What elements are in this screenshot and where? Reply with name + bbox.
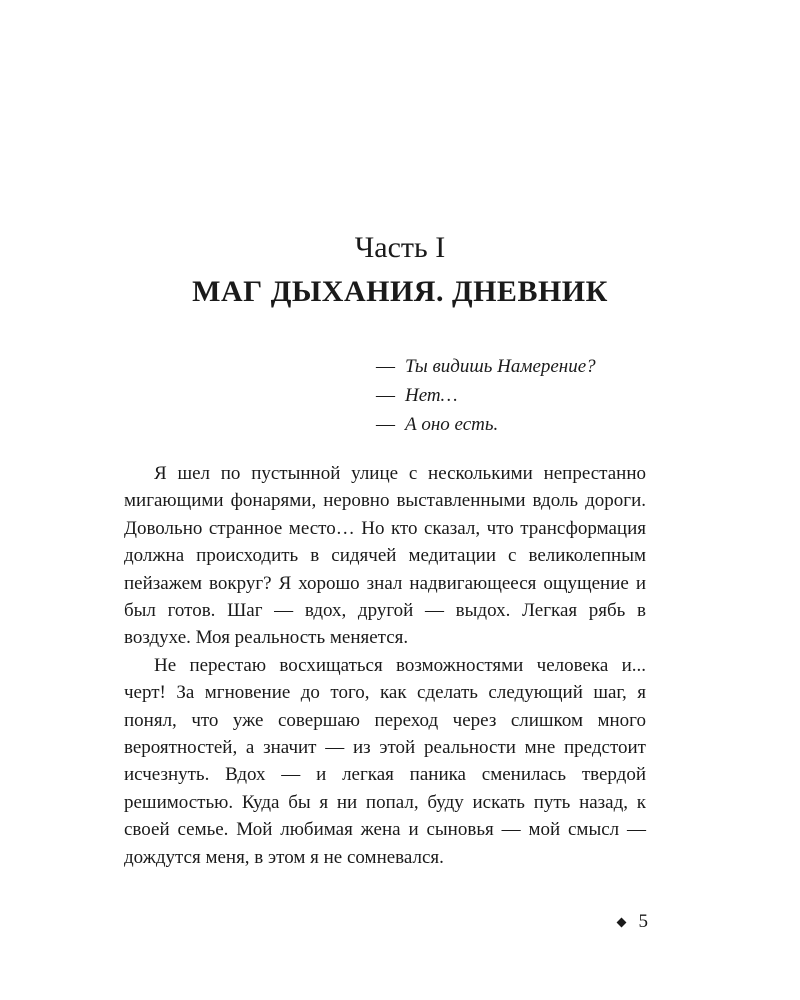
epigraph: [376, 352, 676, 439]
epigraph-line: [376, 381, 676, 410]
body-text: [124, 460, 646, 871]
epigraph-dash: —: [376, 414, 395, 435]
paragraph: Я шел по пустынной улице с несколькими непрестанно мигающими фонарями, неровно выставленными вдоль дороги. Довольно странное место… Но кто сказал, что трансформация должна происходить в сидячей медитации с великолепным пейзажем вокруг? Я хорошо знал надвигающееся ощущение и был готов. Шаг — вдох, другой — выдох. Легкая рябь в воздухе. Моя реальность меняется.: [124, 463, 646, 649]
epigraph-line: [376, 410, 676, 439]
paragraph: Не перестаю восхищаться возможностями человека и... черт! За мгновение до того, как сделать следующий шаг, я понял, что уже совершаю переход через слишком много вероятностей, а значит — из этой реальности мне предстоит исчезнуть. Вдох — и легкая паника сменилась твердой решимостью. Куда бы я ни попал, буду искать путь назад, к своей семье. Мой любимая жена и сыновья — мой смысл — дождутся меня, в этом я не сомневался.: [124, 654, 646, 868]
chapter-title: МАГ ДЫХАНИЯ. ДНЕВНИК: [192, 275, 608, 308]
page-number: 5: [638, 911, 648, 932]
page-footer: [618, 910, 649, 934]
diamond-icon: [616, 917, 626, 927]
epigraph-dash: —: [376, 385, 395, 406]
epigraph-line: [376, 352, 676, 381]
part-title: Часть I: [354, 231, 446, 264]
epigraph-dash: —: [376, 356, 395, 377]
epigraph-text: Ты видишь Намерение?: [405, 356, 596, 377]
epigraph-text: А оно есть.: [405, 414, 499, 435]
epigraph-text: Нет…: [405, 385, 458, 406]
